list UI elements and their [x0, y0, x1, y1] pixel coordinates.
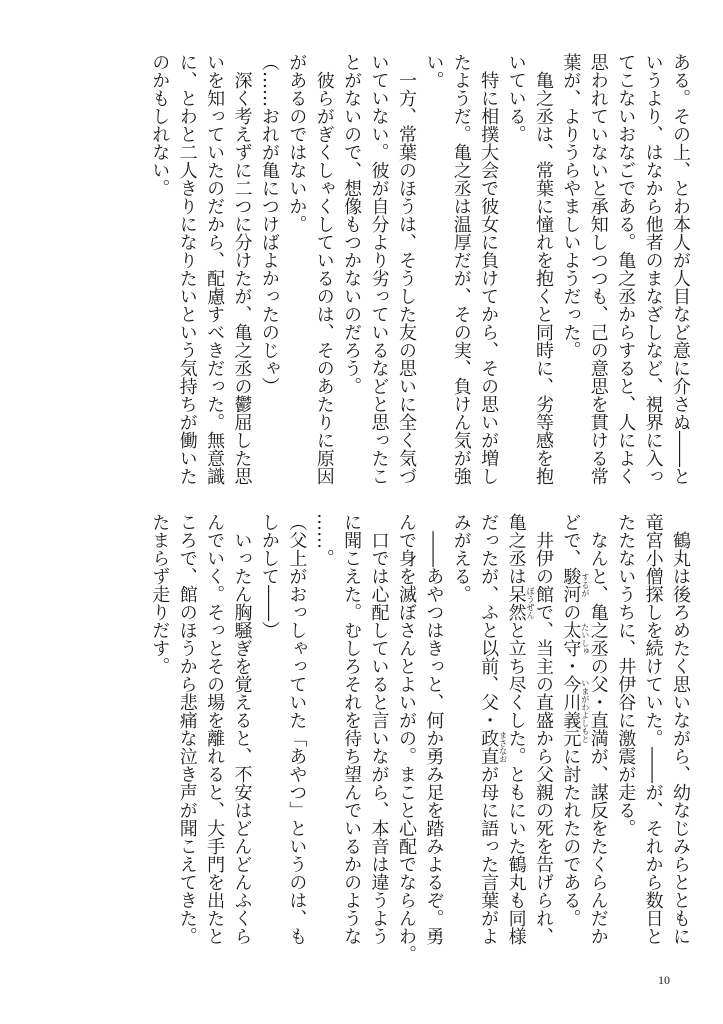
text-line: いていない。彼が自分より劣っているなどと思ったこ — [368, 53, 390, 485]
ruby-annotation: ぼうぜん — [526, 587, 536, 619]
text-line — [502, 513, 536, 945]
text-line: みがえる。 — [450, 513, 472, 603]
text-segment: の — [560, 603, 582, 621]
text-segment: 亀之丞は — [505, 513, 527, 585]
text-line: いを知っていたのだから、配慮すべきだった。無意識 — [204, 53, 226, 485]
text-line: いている。 — [505, 53, 527, 143]
text-line: 一方、常葉のほうは、そうした友の思いに全く気づ — [395, 71, 417, 485]
text-line: とがないので、想像もつかないのだろう。 — [341, 53, 363, 395]
text-block-bottom — [146, 513, 694, 963]
text-line: ……。 — [313, 513, 335, 567]
text-line: んでいく。そっとその場を離れると、大手門を出たと — [204, 513, 226, 945]
page-number: 10 — [658, 973, 670, 987]
text-line: 亀之丞は、常葉に憧れを抱くと同時に、劣等感を抱 — [532, 71, 554, 485]
text-line: 井伊の館で、当主の直盛から父親の死を告げられ、 — [532, 531, 554, 945]
ruby-base: 駿河 — [560, 567, 582, 603]
text-block-top — [146, 53, 694, 485]
ruby-group — [478, 729, 508, 765]
text-line: いったん胸騒ぎを覚えると、不安はどんどんふくら — [231, 531, 253, 945]
text-line: い。 — [423, 53, 445, 89]
text-line: 竜宮小僧探しを続けていた。――が、それから数日と — [642, 513, 664, 945]
text-segment: が母に語った言葉がよ — [478, 765, 500, 945]
text-line: てこないおなごである。亀之丞からすると、人によく — [615, 53, 637, 485]
text-segment: ・ — [560, 657, 582, 675]
text-line: たまらず走りだす。 — [149, 513, 171, 675]
ruby-group — [560, 675, 590, 747]
ruby-base: 今川義元 — [560, 675, 582, 747]
ruby-base: 太守 — [560, 621, 582, 657]
ruby-annotation: たいしゅ — [580, 623, 590, 655]
ruby-group — [505, 585, 536, 621]
text-line: のかもしれない。 — [149, 53, 171, 197]
ruby-base: 呆然 — [505, 585, 527, 621]
text-line: たようだ。亀之丞は温厚だが、その実、負けん気が強 — [450, 53, 472, 485]
text-line: ――あやつはきっと、何か勇み足を踏みよるぞ。勇 — [423, 531, 445, 945]
text-line — [475, 513, 508, 945]
text-line: 葉が、よりうらやましいようだった。 — [560, 53, 582, 359]
text-line — [557, 513, 590, 945]
text-line: んで身を滅ぼさんとよいがの。まこと心配でならんわ。 — [395, 513, 417, 963]
ruby-annotation: するが — [580, 573, 590, 597]
ruby-annotation: いまがわよしもと — [580, 679, 590, 743]
text-line: たたないうちに、井伊谷に激震が走る。 — [615, 513, 637, 837]
text-line: に、とわと二人きりになりたいという気持ちが働いた — [176, 53, 198, 485]
text-segment: どで、 — [560, 513, 582, 567]
text-line: ころで、館のほうから悲痛な泣き声が聞こえてきた。 — [176, 513, 198, 945]
text-line: に聞こえた。むしろそれを待ち望んでいるかのような — [341, 513, 363, 945]
ruby-base: 政直 — [478, 729, 500, 765]
text-line: （父上がおっしゃっていた「あやつ」というのは、も — [286, 513, 308, 945]
text-line: 思われていないと承知しつつも、己の意思を貫ける常 — [587, 53, 609, 485]
text-line: 彼らがぎくしゃくしているのは、そのあたりに原因 — [313, 71, 335, 485]
text-line: いうより、はなから他者のまなざしなど、視界に入っ — [642, 53, 664, 485]
text-line: しかして――） — [258, 513, 280, 639]
text-line: なんと、亀之丞の父・直満が、謀反をたくらんだか — [587, 531, 609, 945]
text-line: （……おれが亀につけばよかったのじゃ） — [258, 53, 280, 395]
text-segment: と立ち尽くした。ともにいた鶴丸も同様 — [505, 621, 527, 945]
ruby-group — [560, 621, 590, 657]
text-line: 深く考えずに二つに分けたが、亀之丞の鬱屈した思 — [231, 71, 253, 485]
ruby-group — [560, 567, 590, 603]
text-segment: に討たれたのである。 — [560, 747, 582, 927]
ruby-annotation: まさなお — [498, 731, 508, 763]
text-line: があるのではないか。 — [286, 53, 308, 233]
text-line: 鶴丸は後ろめたく思いながら、幼なじみらとともに — [670, 531, 691, 945]
text-line: 口では心配していると言いながら、本音は違うよう — [368, 531, 390, 945]
text-line: 特に相撲大会で彼女に負けてから、その思いが増し — [478, 71, 500, 485]
text-line: ある。その上、とわ本人が人目など意に介さぬ――と — [670, 53, 691, 485]
text-segment: だったが、ふと以前、父・ — [478, 513, 500, 729]
